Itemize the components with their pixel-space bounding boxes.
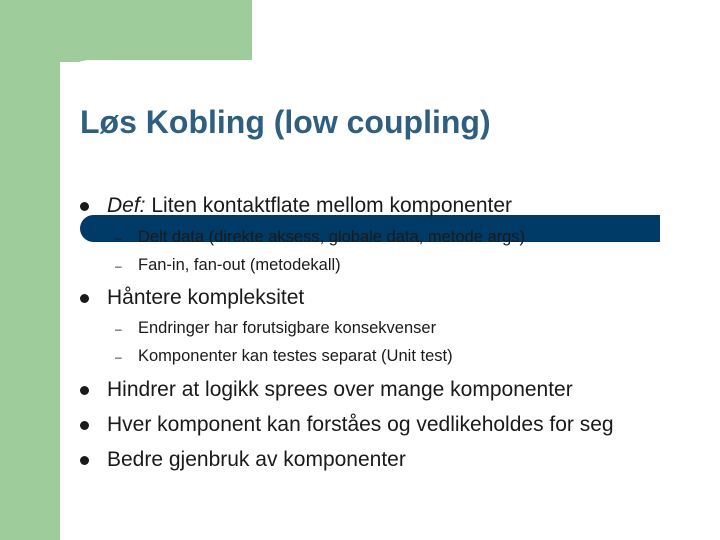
sub-bullet-text: Delt data (direkte aksess, globale data, metode args) — [138, 228, 526, 246]
bullet-dot-icon — [80, 202, 89, 211]
bullet-prefix: Def: — [107, 194, 146, 217]
decorative-green-band-left — [0, 0, 60, 540]
sub-bullet-text: Komponenter kan testes separat (Unit test) — [138, 347, 453, 365]
dash-icon: – — [115, 259, 122, 273]
bullet-text: Hindrer at logikk sprees over mange komponenter — [107, 378, 573, 401]
bullet-dot-icon — [80, 386, 89, 395]
dash-icon: – — [115, 322, 122, 336]
sub-bullet-text: Fan-in, fan-out (metodekall) — [138, 256, 341, 274]
dash-icon: – — [115, 350, 122, 364]
bullet-dot-icon — [80, 421, 89, 430]
bullet-dot-icon — [80, 294, 89, 303]
slide-title: Løs Kobling (low coupling) — [80, 104, 491, 140]
bullet-text — [107, 195, 512, 216]
bullet-dot-icon — [80, 456, 89, 465]
bullet-text: Hver komponent kan forståes og vedlikeholdes for seg — [107, 413, 614, 436]
bullet-text: Håntere kompleksitet — [107, 286, 305, 309]
bullet-text-body: Liten kontaktflate mellom komponenter — [145, 194, 513, 217]
sub-bullet-text: Endringer har forutsigbare konsekvenser — [138, 319, 437, 337]
dash-icon: – — [115, 231, 122, 245]
bullet-text: Bedre gjenbruk av komponenter — [107, 448, 406, 471]
